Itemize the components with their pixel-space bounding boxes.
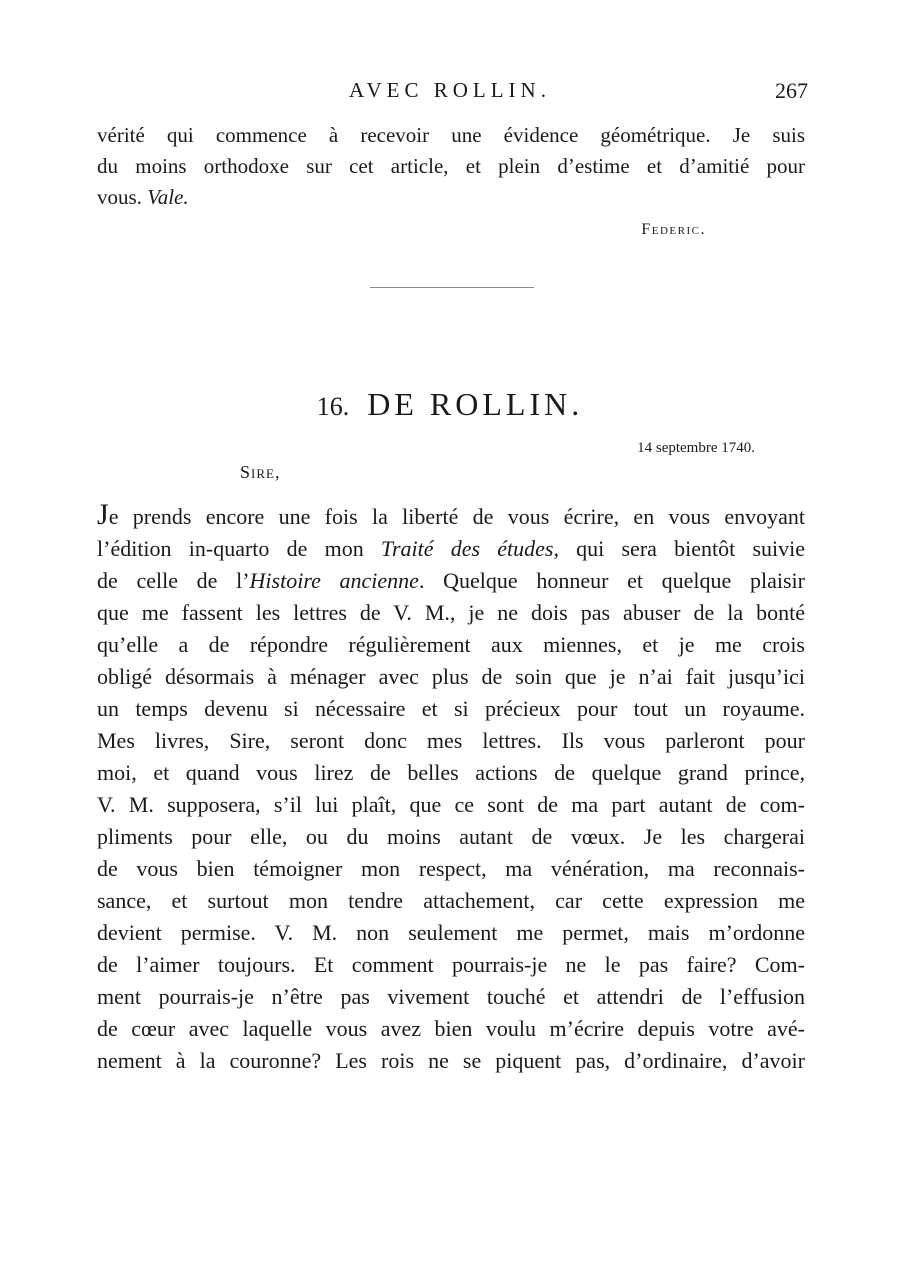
text-line: de l’aimer toujours. Et comment pourrais-je ne le pas faire? Com- — [97, 952, 805, 977]
text-line: moi, et quand vous lirez de belles actions de quelque grand prince, — [97, 760, 805, 785]
text-line: nement à la couronne? Les rois ne se piquent pas, d’ordinaire, d’avoir — [97, 1048, 805, 1073]
page-number: 267 — [775, 78, 808, 103]
letter-number: 16. — [316, 392, 350, 421]
text-line: de celle de l’Histoire ancienne. Quelque honneur et quelque plaisir — [97, 568, 805, 593]
section-separator-rule — [370, 287, 534, 288]
letter-title: DE ROLLIN. — [367, 386, 584, 422]
text-line: devient permise. V. M. non seulement me permet, mais m’ordonne — [97, 920, 805, 945]
salutation: Sire, — [240, 462, 281, 482]
text-line: pliments pour elle, ou du moins autant de vœux. Je les chargerai — [97, 824, 805, 849]
text-line: vérité qui commence à recevoir une évidence géométrique. Je suis — [97, 123, 805, 147]
text-line: Mes livres, Sire, seront donc mes lettres. Ils vous parleront pour — [97, 728, 805, 753]
letter-body — [97, 498, 805, 1077]
running-head — [0, 78, 900, 108]
drop-capital: J — [97, 498, 109, 531]
book-title-italic: Histoire ancienne — [249, 568, 419, 593]
text-line: du moins orthodoxe sur cet article, et plein d’estime et d’amitié pour — [97, 154, 805, 178]
book-title-italic: Traité des études — [380, 536, 554, 561]
text-line: que me fassent les lettres de V. M., je ne dois pas abuser de la bonté — [97, 600, 805, 625]
letter-heading — [0, 386, 900, 423]
text-line: V. M. supposera, s’il lui plaît, que ce sont de ma part autant de com- — [97, 792, 805, 817]
italic-word: Vale. — [147, 185, 189, 209]
text-line: vous. Vale. — [97, 185, 189, 209]
text-line: de cœur avec laquelle vous avez bien voulu m’écrire depuis votre avé- — [97, 1016, 805, 1041]
text-line: ment pourrais-je n’être pas vivement touché et attendri de l’effusion — [97, 984, 805, 1009]
text-line: l’édition in-quarto de mon Traité des études, qui sera bientôt suivie — [97, 536, 805, 561]
previous-letter-ending — [97, 120, 805, 213]
text-line: sance, et surtout mon tendre attachement, car cette expression me — [97, 888, 805, 913]
letter-date: 14 septembre 1740. — [637, 440, 755, 456]
text-line: de vous bien témoigner mon respect, ma vénération, ma reconnais- — [97, 856, 805, 881]
text-line: obligé désormais à ménager avec plus de soin que je n’ai fait jusqu’ici — [97, 664, 805, 689]
text-line: un temps devenu si nécessaire et si précieux pour tout un royaume. — [97, 696, 805, 721]
text-line: Je prends encore une fois la liberté de vous écrire, en vous envoyant — [97, 498, 805, 531]
running-title: AVEC ROLLIN. — [349, 78, 551, 102]
signature: Federic. — [641, 221, 706, 238]
text-line: qu’elle a de répondre régulièrement aux miennes, et je me crois — [97, 632, 805, 657]
